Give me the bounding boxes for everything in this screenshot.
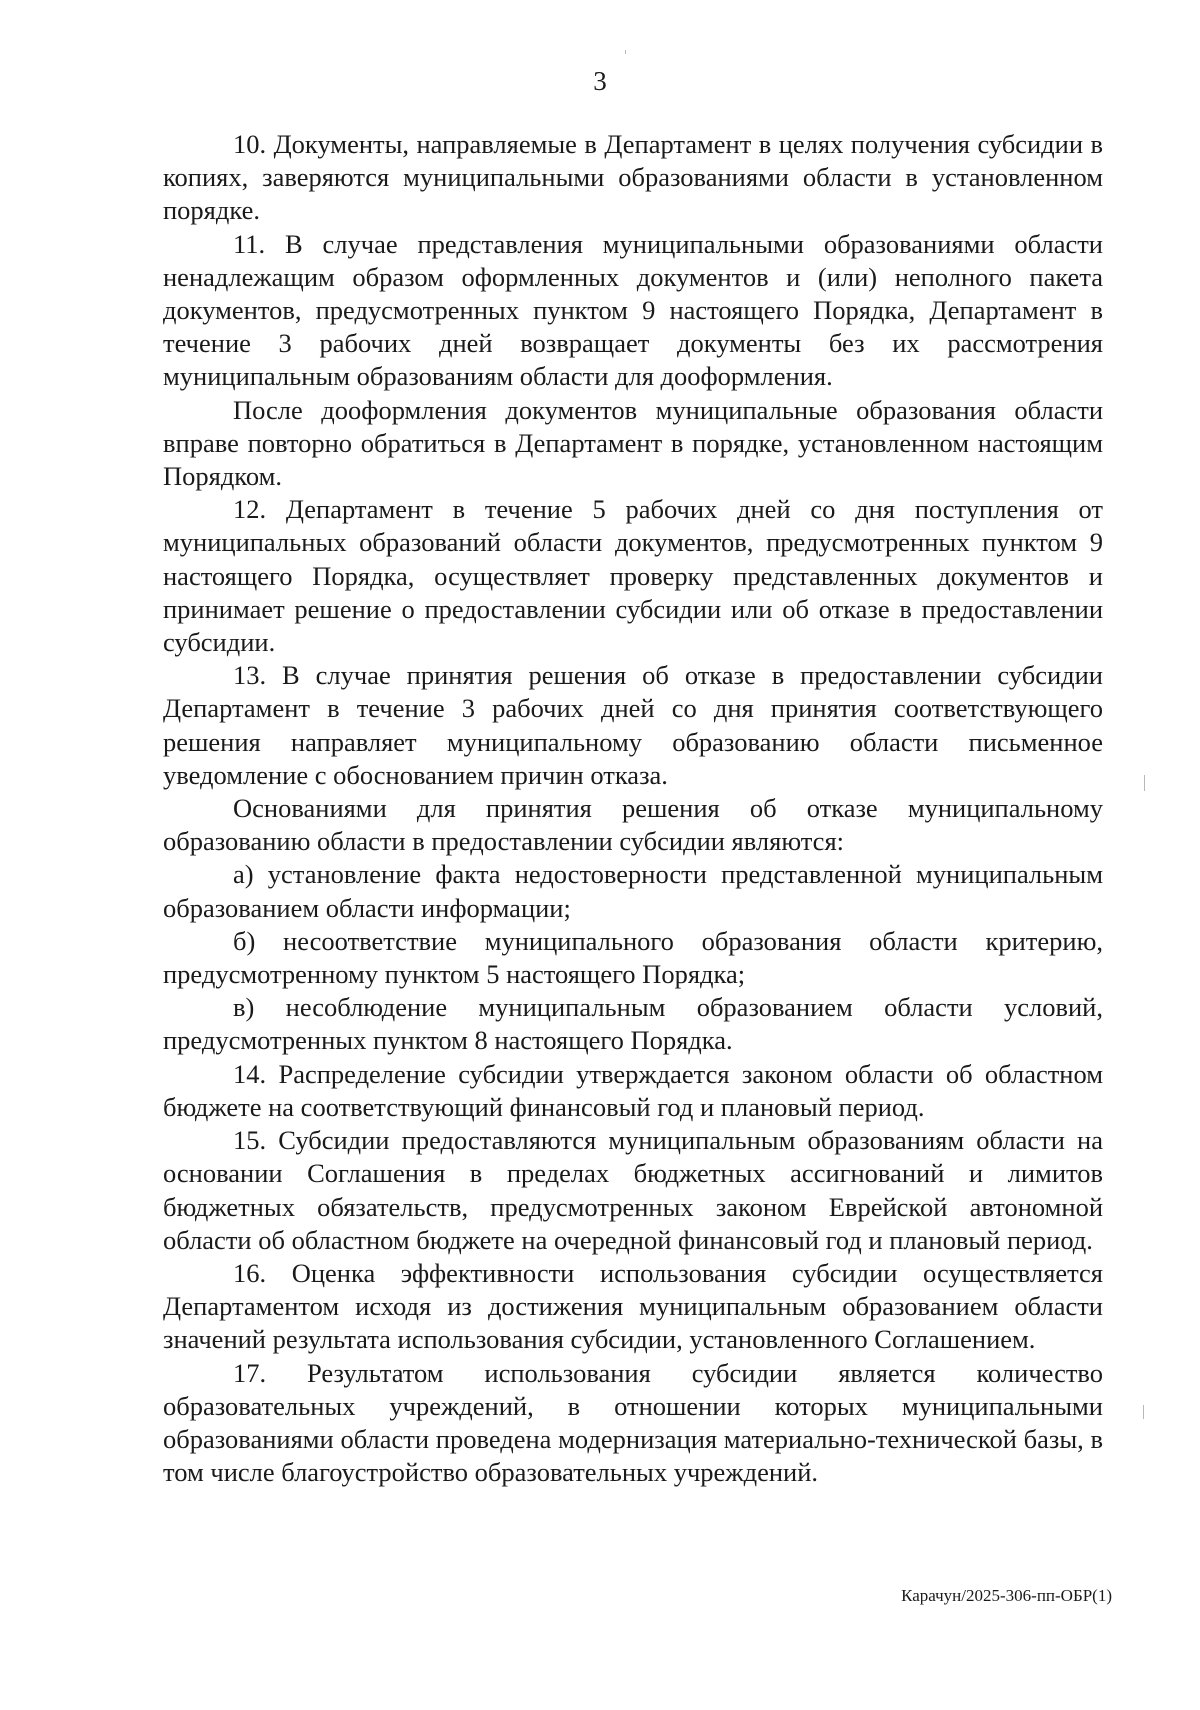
- clause-16: 16. Оценка эффективности использования субсидии осуществляется Департаментом исходя из достижения муниципальным образованием области значений результата использования субсидии, установленного Соглашением.: [163, 1257, 1103, 1355]
- clause-15: 15. Субсидии предоставляются муниципальным образованиям области на основании Соглашения в пределах бюджетных ассигнований и лимитов бюджетных обязательств, предусмотренных законом Еврейской автономной области об областном бюджете на очередной финансовый год и плановый период.: [163, 1125, 1103, 1255]
- document-body: [163, 128, 1103, 1489]
- refusal-ground-a: а) установление факта недостоверности представленной муниципальным образованием области информации;: [163, 859, 1103, 923]
- clause-14: 14. Распределение субсидии утверждается законом области об областном бюджете на соответствующий финансовый год и плановый период.: [163, 1058, 1103, 1122]
- scan-mark: [625, 50, 626, 54]
- clause-17: 17. Результатом использования субсидии является количество образовательных учреждений, в отношении которых муниципальными образованиями области проведена модернизация материально-технической базы, в том числе благоустройство образовательных учреждений.: [163, 1357, 1103, 1488]
- scan-mark: [1144, 775, 1145, 791]
- refusal-ground-v: в) несоблюдение муниципальным образованием области условий, предусмотренных пунктом 8 настоящего Порядка.: [163, 992, 1103, 1056]
- clause-11: 11. В случае представления муниципальными образованиями области ненадлежащим образом оформленных документов и (или) неполного пакета документов, предусмотренных пунктом 9 настоящего Порядка, Департамент в течение 3 рабочих дней возвращает документы без их рассмотрения муниципальным образованиям области для дооформления.: [163, 228, 1103, 392]
- refusal-ground-b: б) несоответствие муниципального образования области критерию, предусмотренному пунктом 5 настоящего Порядка;: [163, 925, 1103, 990]
- document-code: Карачун/2025-306-пп-ОБР(1): [901, 1586, 1112, 1605]
- clause-11-continuation: После дооформления документов муниципальные образования области вправе повторно обратиться в Департамент в порядке, установленном настоящим Порядком.: [163, 394, 1103, 492]
- clause-10: 10. Документы, направляемые в Департамент в целях получения субсидии в копиях, заверяются муниципальными образованиями области в установленном порядке.: [163, 129, 1103, 226]
- scan-mark: [1143, 1405, 1144, 1419]
- clause-12: 12. Департамент в течение 5 рабочих дней со дня поступления от муниципальных образований области документов, предусмотренных пунктом 9 настоящего Порядка, осуществляет проверку представленных документов и принимает решение о предоставлении субсидии или об отказе в предоставлении субсидии.: [163, 494, 1103, 658]
- clause-13: 13. В случае принятия решения об отказе в предоставлении субсидии Департамент в течение 3 рабочих дней со дня принятия соответствующего решения направляет муниципальному образованию области письменное уведомление с обоснованием причин отказа.: [163, 660, 1103, 790]
- page-number: 3: [593, 66, 607, 96]
- refusal-grounds-intro: Основаниями для принятия решения об отказе муниципальному образованию области в предоставлении субсидии являются:: [163, 793, 1103, 857]
